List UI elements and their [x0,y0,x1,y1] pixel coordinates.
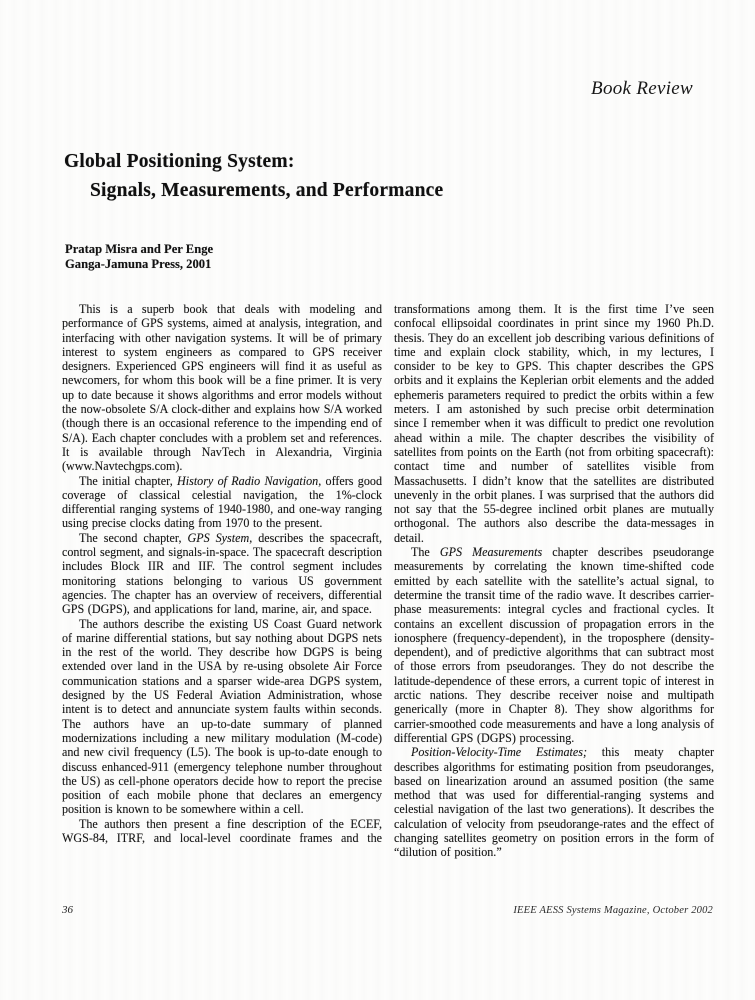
book-title-line1: Global Positioning System: [64,151,295,172]
byline [65,242,213,272]
paragraph-dgps: The authors describe the existing US Coast Guard network of marine differential stations, but say nothing about DGPS nets in the rest of the world. They describe how DGPS is being extended over land in the USA by re-using obsolete Air Force communication stations and a sparser wide-area DGPS system, designed by the US Federal Aviation Administration, whose intent is to detect and annunciate system faults within seconds. The authors have an up-to-date summary of planned modernizations including a new military modulation (M-code) and new civil frequency (L5). The book is up-to-date enough to discuss enhanced-911 (emergency telephone number throughout the US) as cell-phone operators decide how to report the precise position of each mobile phone that declares an emergency position is known to be somewhere within a cell. [62,616,382,817]
book-title-line2: Signals, Measurements, and Performance [90,180,444,201]
book-publisher: Ganga-Jamuna Press, 2001 [65,257,212,271]
book-title [64,147,443,205]
journal-credit: IEEE AESS Systems Magazine, October 2002 [513,905,713,916]
section-label: Book Review [591,78,693,99]
paragraph-coordinate-frames-continued: transformations among them. It is the first time I’ve seen confocal ellipsoidal coordinates in print since my 1960 Ph.D. thesis. They do an excellent job describing various definitions of time and explain clock stability, which, in my lectures, I consider to be key to GPS. This chapter describes the GPS orbits and it explains the Keplerian orbit elements and the added ephemeris parameters required to predict the orbits within a few meters. I am astonished by such precise orbit determination since I remember when it was difficult to predict one revolution ahead within a mile. The chapter describes the visibility of satellites from points on the Earth (not from orbiting spacecraft): contact time and number of satellites visible from Massachusetts. I didn’t know that the satellites are distributed unevenly in the orbit planes. I was surprised that the authors did not say that the 55-degree inclined orbit planes are mutually orthogonal. The authors also describe the data-messages in detail. [394,302,714,545]
page-footer [62,904,713,916]
paragraph-gps-measurements: The GPS Measurements chapter describes pseudorange measurements by correlating the known time-shifted code emitted by each satellite with the satellite’s actual signal, to determine the transit time of the radio wave. It describes carrier-phase measurements: integral cycles and fractional cycles. It contains an excellent discussion of propagation errors in the ionosphere (frequency-dependent), in the troposphere (density-dependent), and of predictive algorithms that can subtract most of those errors from pseudoranges. They do not describe the latitude-dependence of these errors, a current topic of interest in arctic nations. They describe receiver noise and multipath generically (more in Chapter 8). They show algorithms for carrier-smoothed code measurements and have a long analysis of differential GPS (DGPS) processing. [394,545,714,745]
paragraph-intro: This is a superb book that deals with modeling and performance of GPS systems, aimed at analysis, integration, and interfacing with other navigation systems. It will be of primary interest to system engineers as compared to GPS receiver designers. Experienced GPS engineers will find it as useful as newcomers, for whom this book will be a fine primer. It is very up to date because it shows algorithms and error models without the now-obsolete S/A clock-dither and explains how S/A worked (though there is an occasional reference to the impending end of S/A). Each chapter concludes with a problem set and references. It is available through NavTech in Alexandria, Virginia (www.Navtechgps.com). [62,302,382,474]
paragraph-initial-chapter: The initial chapter, History of Radio Navigation, offers good coverage of classical celestial navigation, the 1%-clock differential ranging systems of 1940-1980, and one-way ranging using precise clocks dating from 1970 to the present. [62,473,382,531]
body-columns [62,302,713,860]
right-column [394,302,714,860]
page-number: 36 [62,904,73,916]
book-authors: Pratap Misra and Per Enge [65,242,214,256]
paragraph-coordinate-frames: The authors then present a fine description of the ECEF, WGS-84, ITRF, and local-level coordinate frames and the [62,816,382,845]
paragraph-second-chapter: The second chapter, GPS System, describes the spacecraft, control segment, and signals-in-space. The spacecraft description includes Block IIR and IIF. The control segment includes monitoring stations belonging to various US government agencies. The chapter has an overview of receivers, differential GPS (DGPS), and applications for land, marine, air, and space. [62,530,382,617]
paragraph-pvt-estimates: Position-Velocity-Time Estimates; this meaty chapter describes algorithms for estimating position from pseudoranges, based on linearization around an assumed position (the same method that was used for differential-ranging systems and celestial navigation of the last two generations). It describes the calculation of velocity from pseudorange-rates and the effect of changing satellites geometry on position errors in the form of “dilution of position.” [394,745,714,860]
left-column [62,302,382,860]
